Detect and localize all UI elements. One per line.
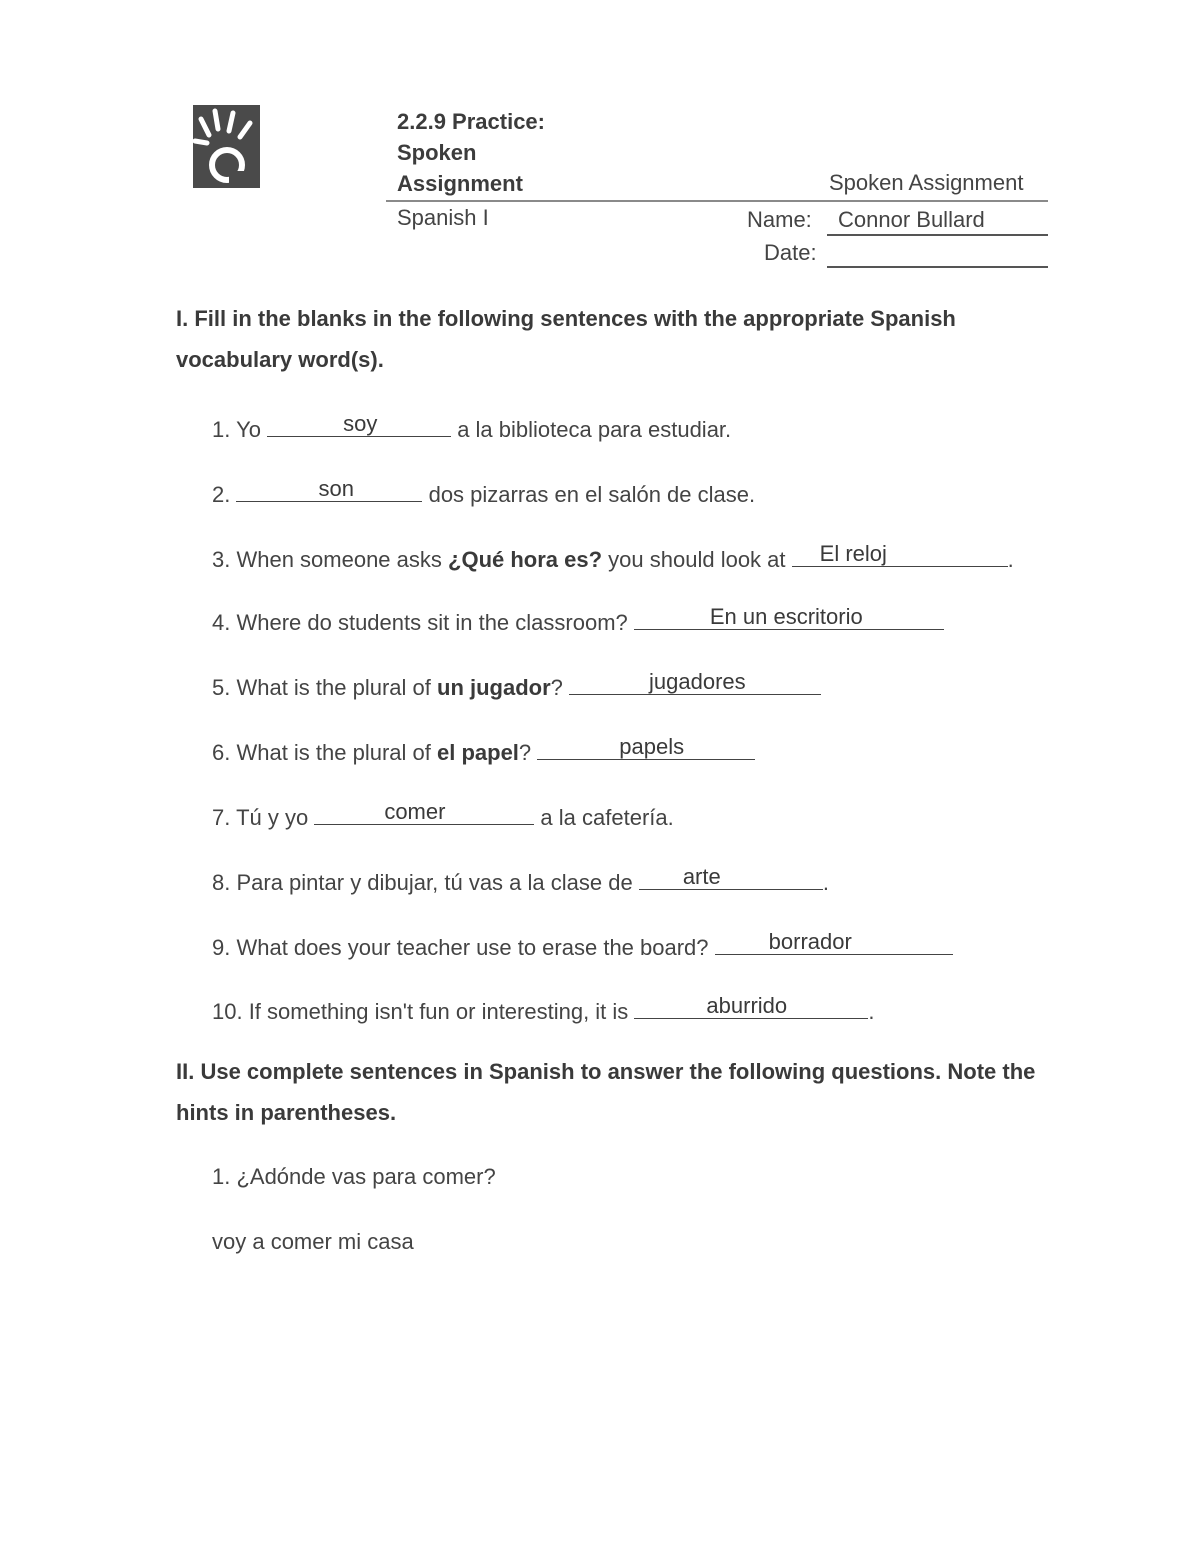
student-name-field[interactable]: Connor Bullard xyxy=(838,207,985,232)
question-9-text: 9. What does your teacher use to erase the board? xyxy=(212,935,715,960)
date-underline xyxy=(827,266,1048,268)
answer-blank-6[interactable] xyxy=(537,733,755,760)
question-8-text: 8. Para pintar y dibujar, tú vas a la clase de xyxy=(212,870,639,895)
answer-blank-3[interactable] xyxy=(792,540,1008,567)
question-3-mid: you should look at xyxy=(602,547,792,572)
question-3-text: 3. When someone asks xyxy=(212,547,449,572)
answer-blank-4[interactable] xyxy=(634,603,944,630)
question-2-text: 2. xyxy=(212,482,237,507)
answer-1: soy xyxy=(343,411,378,436)
name-underline xyxy=(827,234,1048,236)
answer-blank-5[interactable] xyxy=(569,668,821,695)
question-2-suffix: dos pizarras en el salón de clase. xyxy=(422,482,756,507)
question-9 xyxy=(212,928,953,958)
answer-10: aburrido xyxy=(706,993,788,1018)
question-7-text: 7. Tú y yo xyxy=(212,805,315,830)
question-8-suffix: . xyxy=(822,870,829,895)
section-2-heading xyxy=(176,1051,1056,1133)
date-label: Date: xyxy=(764,240,817,265)
question-6-mid: ? xyxy=(518,740,538,765)
assignment-title-line-1: 2.2.9 Practice: xyxy=(397,109,545,134)
question-5 xyxy=(212,668,821,698)
section-2-question-1: 1. ¿Adónde vas para comer? xyxy=(212,1164,496,1189)
section-1-heading-line-2: vocabulary word(s). xyxy=(176,347,384,372)
answer-blank-2[interactable] xyxy=(236,475,422,502)
question-6-text: 6. What is the plural of xyxy=(212,740,437,765)
question-1-text: 1. Yo xyxy=(212,417,268,442)
question-6 xyxy=(212,733,755,763)
section-2-heading-line-1: II. Use complete sentences in Spanish to answer the following questions. Note the xyxy=(176,1059,1036,1084)
question-4 xyxy=(212,603,944,633)
question-4-text: 4. Where do students sit in the classroom? xyxy=(212,610,634,635)
question-3 xyxy=(212,540,1014,570)
name-label: Name: xyxy=(747,207,812,232)
question-1 xyxy=(212,410,731,440)
question-1-suffix: a la biblioteca para estudiar. xyxy=(451,417,732,442)
section-2-answer-1[interactable]: voy a comer mi casa xyxy=(212,1229,414,1254)
answer-blank-7[interactable] xyxy=(314,798,534,825)
answer-3: El reloj xyxy=(819,541,887,566)
assignment-title-line-2: Spoken xyxy=(397,140,477,165)
answer-5: jugadores xyxy=(649,669,746,694)
question-7 xyxy=(212,798,674,828)
school-logo-icon xyxy=(193,105,260,188)
answer-8: arte xyxy=(682,864,721,889)
assignment-title-line-3: Assignment xyxy=(397,171,523,196)
question-5-text: 5. What is the plural of xyxy=(212,675,437,700)
assignment-type-label: Spoken Assignment xyxy=(829,170,1024,195)
question-2 xyxy=(212,475,755,505)
course-name: Spanish I xyxy=(397,205,489,230)
answer-7: comer xyxy=(384,799,446,824)
question-3-suffix: . xyxy=(1007,547,1014,572)
header-divider xyxy=(386,200,1048,202)
answer-6: papels xyxy=(619,734,685,759)
question-10 xyxy=(212,992,875,1022)
answer-blank-9[interactable] xyxy=(715,928,953,955)
section-2-heading-line-2: hints in parentheses. xyxy=(176,1100,397,1125)
question-5-mid: ? xyxy=(550,675,570,700)
answer-9: borrador xyxy=(768,929,852,954)
section-1-heading xyxy=(176,298,1056,380)
section-1-heading-line-1: I. Fill in the blanks in the following sentences with the appropriate Spanish xyxy=(176,306,956,331)
answer-2: son xyxy=(318,476,354,501)
question-10-suffix: . xyxy=(868,999,875,1024)
question-3-bold: ¿Qué hora es? xyxy=(448,547,603,572)
answer-blank-8[interactable] xyxy=(639,863,823,890)
question-6-bold: el papel xyxy=(437,740,519,765)
question-5-bold: un jugador xyxy=(437,675,551,700)
answer-blank-1[interactable] xyxy=(267,410,451,437)
question-7-suffix: a la cafetería. xyxy=(534,805,674,830)
question-8 xyxy=(212,863,829,893)
question-10-text: 10. If something isn't fun or interesting, it is xyxy=(212,999,635,1024)
answer-blank-10[interactable] xyxy=(634,992,868,1019)
answer-4: En un escritorio xyxy=(709,604,863,629)
